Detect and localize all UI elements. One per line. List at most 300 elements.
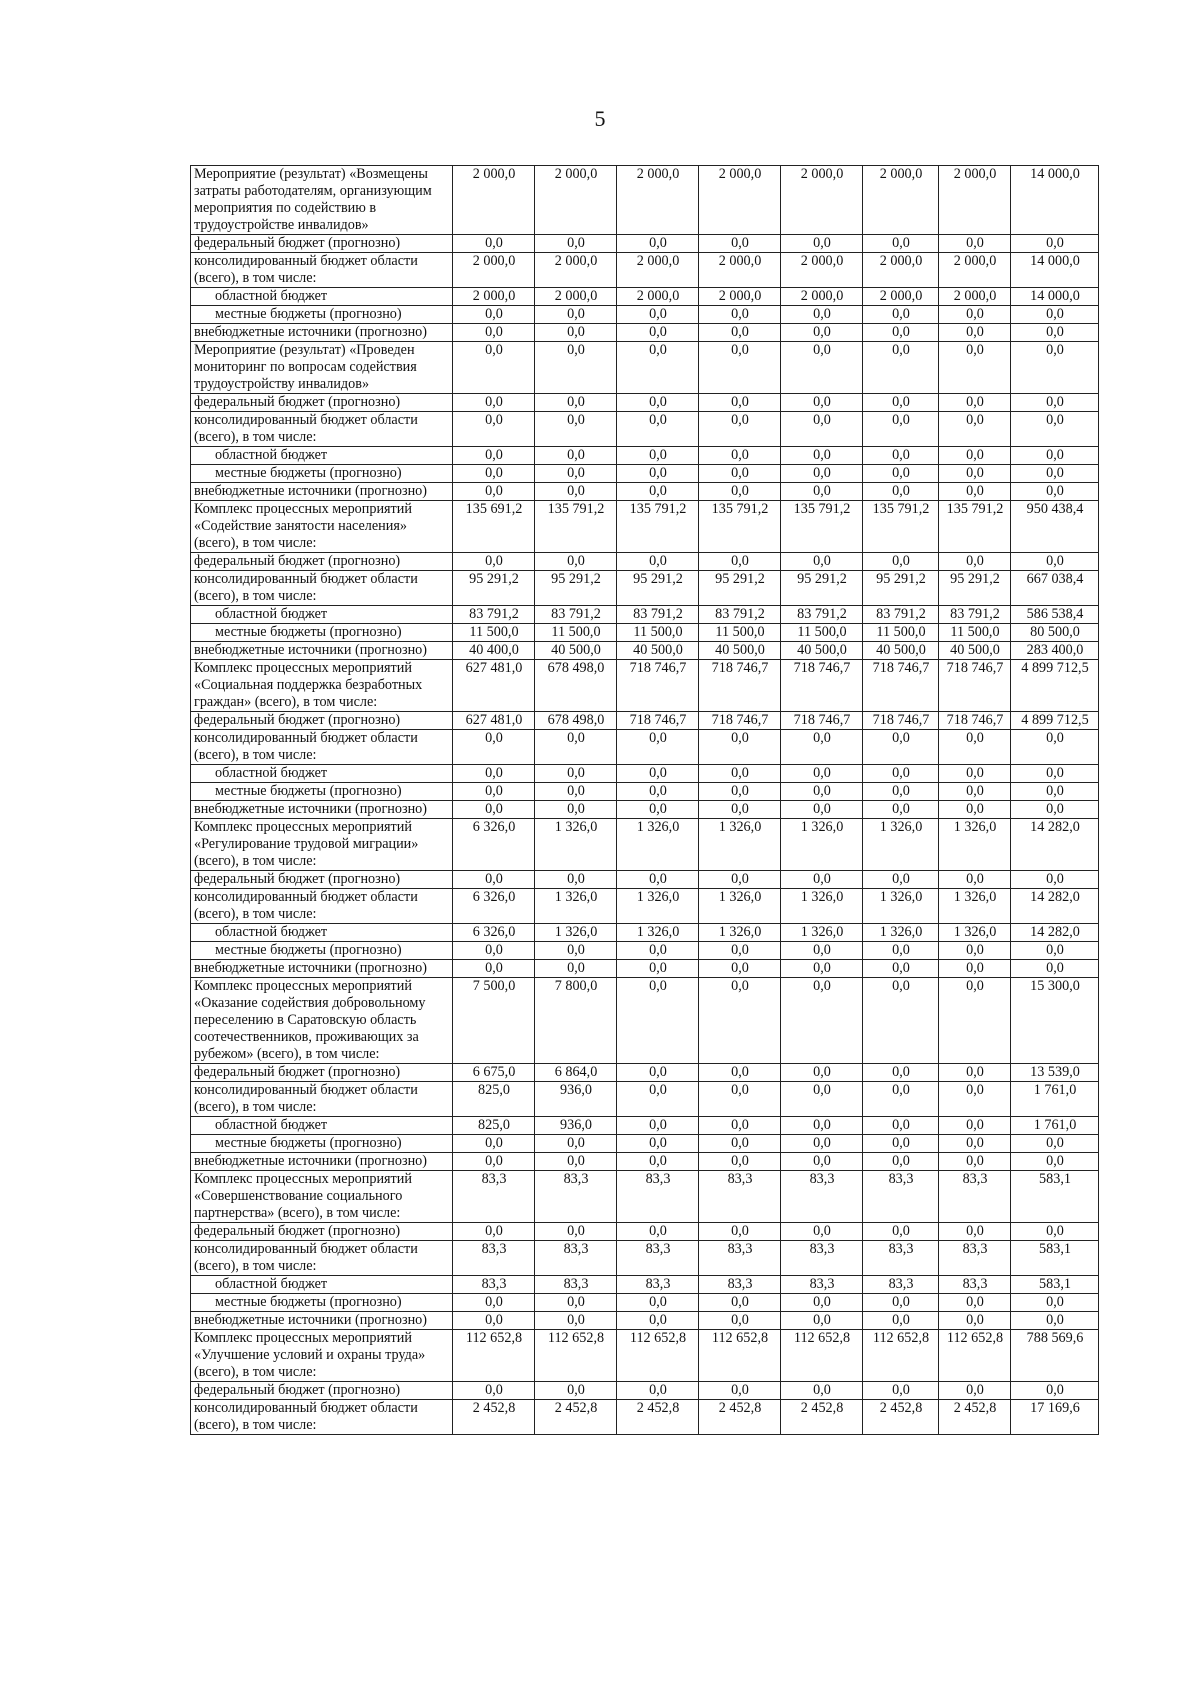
year-value-cell: 0,0 [699, 1382, 781, 1400]
row-label: местные бюджеты (прогнозно) [191, 306, 453, 324]
year-value-cell: 2 000,0 [535, 253, 617, 288]
table-row [191, 942, 1099, 960]
year-value-cell: 1 326,0 [863, 889, 939, 924]
year-value-cell: 0,0 [863, 465, 939, 483]
table-row [191, 412, 1099, 447]
year-value-cell: 718 746,7 [781, 712, 863, 730]
year-value-cell: 0,0 [453, 483, 535, 501]
year-value-cell: 0,0 [535, 447, 617, 465]
year-value-cell: 2 000,0 [453, 288, 535, 306]
year-value-cell: 0,0 [781, 1153, 863, 1171]
year-value-cell: 0,0 [939, 1382, 1011, 1400]
year-value-cell: 0,0 [535, 783, 617, 801]
row-label: областной бюджет [191, 447, 453, 465]
year-value-cell: 2 000,0 [939, 253, 1011, 288]
year-value-cell: 0,0 [453, 465, 535, 483]
year-value-cell: 2 000,0 [863, 166, 939, 235]
year-value-cell: 718 746,7 [617, 660, 699, 712]
table-row [191, 1064, 1099, 1082]
year-value-cell: 112 652,8 [863, 1330, 939, 1382]
year-value-cell: 135 791,2 [781, 501, 863, 553]
year-value-cell: 678 498,0 [535, 712, 617, 730]
table-row [191, 1294, 1099, 1312]
row-label: федеральный бюджет (прогнозно) [191, 394, 453, 412]
year-value-cell: 0,0 [617, 342, 699, 394]
table-row [191, 1171, 1099, 1223]
year-value-cell: 0,0 [617, 1312, 699, 1330]
total-value-cell: 0,0 [1011, 553, 1099, 571]
year-value-cell: 0,0 [939, 783, 1011, 801]
table-row [191, 1135, 1099, 1153]
year-value-cell: 0,0 [535, 1312, 617, 1330]
year-value-cell: 112 652,8 [781, 1330, 863, 1382]
year-value-cell: 0,0 [535, 871, 617, 889]
year-value-cell: 0,0 [863, 394, 939, 412]
row-label: местные бюджеты (прогнозно) [191, 624, 453, 642]
total-value-cell: 0,0 [1011, 306, 1099, 324]
table-row [191, 960, 1099, 978]
total-value-cell: 4 899 712,5 [1011, 660, 1099, 712]
year-value-cell: 0,0 [535, 1294, 617, 1312]
table-row [191, 1153, 1099, 1171]
table-row [191, 288, 1099, 306]
year-value-cell: 0,0 [939, 765, 1011, 783]
year-value-cell: 0,0 [617, 324, 699, 342]
year-value-cell: 718 746,7 [939, 712, 1011, 730]
year-value-cell: 0,0 [535, 483, 617, 501]
year-value-cell: 11 500,0 [863, 624, 939, 642]
year-value-cell: 1 326,0 [535, 924, 617, 942]
table-row [191, 1382, 1099, 1400]
year-value-cell: 936,0 [535, 1082, 617, 1117]
year-value-cell: 2 452,8 [535, 1400, 617, 1435]
year-value-cell: 1 326,0 [617, 819, 699, 871]
year-value-cell: 0,0 [699, 1153, 781, 1171]
year-value-cell: 2 452,8 [781, 1400, 863, 1435]
year-value-cell: 0,0 [699, 978, 781, 1064]
total-value-cell: 583,1 [1011, 1276, 1099, 1294]
year-value-cell: 2 000,0 [699, 288, 781, 306]
year-value-cell: 0,0 [453, 1382, 535, 1400]
year-value-cell: 2 000,0 [699, 166, 781, 235]
year-value-cell: 0,0 [781, 783, 863, 801]
year-value-cell: 95 291,2 [939, 571, 1011, 606]
table-row [191, 1330, 1099, 1382]
year-value-cell: 0,0 [781, 978, 863, 1064]
table-row [191, 571, 1099, 606]
year-value-cell: 0,0 [863, 1117, 939, 1135]
year-value-cell: 135 791,2 [939, 501, 1011, 553]
year-value-cell: 0,0 [939, 871, 1011, 889]
year-value-cell: 0,0 [453, 871, 535, 889]
year-value-cell: 2 000,0 [535, 166, 617, 235]
year-value-cell: 2 452,8 [863, 1400, 939, 1435]
year-value-cell: 2 000,0 [863, 253, 939, 288]
year-value-cell: 0,0 [781, 1223, 863, 1241]
year-value-cell: 2 000,0 [617, 166, 699, 235]
year-value-cell: 40 500,0 [699, 642, 781, 660]
year-value-cell: 0,0 [781, 342, 863, 394]
table-row [191, 324, 1099, 342]
row-label: консолидированный бюджет области (всего), в том числе: [191, 889, 453, 924]
year-value-cell: 0,0 [781, 553, 863, 571]
year-value-cell: 0,0 [699, 306, 781, 324]
year-value-cell: 83,3 [535, 1171, 617, 1223]
total-value-cell: 0,0 [1011, 1294, 1099, 1312]
year-value-cell: 83,3 [781, 1171, 863, 1223]
year-value-cell: 0,0 [617, 306, 699, 324]
year-value-cell: 0,0 [535, 235, 617, 253]
total-value-cell: 0,0 [1011, 447, 1099, 465]
row-label: внебюджетные источники (прогнозно) [191, 1312, 453, 1330]
year-value-cell: 95 291,2 [781, 571, 863, 606]
row-label: внебюджетные источники (прогнозно) [191, 801, 453, 819]
year-value-cell: 0,0 [453, 1294, 535, 1312]
year-value-cell: 1 326,0 [781, 889, 863, 924]
year-value-cell: 0,0 [699, 324, 781, 342]
year-value-cell: 0,0 [863, 342, 939, 394]
year-value-cell: 0,0 [863, 1223, 939, 1241]
year-value-cell: 0,0 [939, 342, 1011, 394]
year-value-cell: 0,0 [699, 447, 781, 465]
total-value-cell: 14 282,0 [1011, 819, 1099, 871]
year-value-cell: 40 500,0 [535, 642, 617, 660]
year-value-cell: 0,0 [939, 553, 1011, 571]
year-value-cell: 0,0 [617, 1153, 699, 1171]
row-label: Комплекс процессных мероприятий «Регулирование трудовой миграции» (всего), в том числе: [191, 819, 453, 871]
row-label: консолидированный бюджет области (всего), в том числе: [191, 571, 453, 606]
year-value-cell: 0,0 [453, 783, 535, 801]
row-label: федеральный бюджет (прогнозно) [191, 235, 453, 253]
year-value-cell: 0,0 [617, 1135, 699, 1153]
year-value-cell: 1 326,0 [535, 889, 617, 924]
year-value-cell: 2 000,0 [781, 166, 863, 235]
total-value-cell: 15 300,0 [1011, 978, 1099, 1064]
year-value-cell: 83 791,2 [939, 606, 1011, 624]
year-value-cell: 0,0 [939, 942, 1011, 960]
year-value-cell: 0,0 [453, 1312, 535, 1330]
year-value-cell: 0,0 [453, 1135, 535, 1153]
year-value-cell: 2 000,0 [453, 166, 535, 235]
year-value-cell: 0,0 [699, 871, 781, 889]
year-value-cell: 11 500,0 [617, 624, 699, 642]
year-value-cell: 83,3 [453, 1171, 535, 1223]
total-value-cell: 0,0 [1011, 483, 1099, 501]
year-value-cell: 0,0 [781, 1294, 863, 1312]
year-value-cell: 0,0 [535, 412, 617, 447]
year-value-cell: 0,0 [453, 730, 535, 765]
table-row [191, 1241, 1099, 1276]
year-value-cell: 718 746,7 [781, 660, 863, 712]
table-row [191, 819, 1099, 871]
year-value-cell: 11 500,0 [781, 624, 863, 642]
total-value-cell: 0,0 [1011, 871, 1099, 889]
total-value-cell: 0,0 [1011, 1223, 1099, 1241]
year-value-cell: 0,0 [939, 1135, 1011, 1153]
row-label: внебюджетные источники (прогнозно) [191, 642, 453, 660]
year-value-cell: 1 326,0 [939, 889, 1011, 924]
year-value-cell: 95 291,2 [535, 571, 617, 606]
table-body [191, 166, 1099, 1435]
year-value-cell: 0,0 [699, 394, 781, 412]
year-value-cell: 0,0 [781, 1312, 863, 1330]
year-value-cell: 83 791,2 [617, 606, 699, 624]
year-value-cell: 0,0 [617, 1064, 699, 1082]
row-label: федеральный бюджет (прогнозно) [191, 871, 453, 889]
total-value-cell: 0,0 [1011, 801, 1099, 819]
year-value-cell: 83,3 [863, 1276, 939, 1294]
year-value-cell: 0,0 [781, 730, 863, 765]
year-value-cell: 1 326,0 [699, 889, 781, 924]
year-value-cell: 11 500,0 [939, 624, 1011, 642]
year-value-cell: 0,0 [863, 1312, 939, 1330]
total-value-cell: 0,0 [1011, 394, 1099, 412]
year-value-cell: 112 652,8 [939, 1330, 1011, 1382]
row-label: областной бюджет [191, 1117, 453, 1135]
year-value-cell: 0,0 [617, 942, 699, 960]
year-value-cell: 0,0 [699, 730, 781, 765]
year-value-cell: 95 291,2 [699, 571, 781, 606]
year-value-cell: 0,0 [939, 960, 1011, 978]
year-value-cell: 0,0 [535, 730, 617, 765]
total-value-cell: 583,1 [1011, 1171, 1099, 1223]
year-value-cell: 678 498,0 [535, 660, 617, 712]
year-value-cell: 0,0 [863, 412, 939, 447]
year-value-cell: 0,0 [863, 324, 939, 342]
year-value-cell: 40 500,0 [781, 642, 863, 660]
year-value-cell: 0,0 [781, 465, 863, 483]
year-value-cell: 0,0 [617, 412, 699, 447]
year-value-cell: 112 652,8 [617, 1330, 699, 1382]
total-value-cell: 14 000,0 [1011, 253, 1099, 288]
total-value-cell: 14 000,0 [1011, 288, 1099, 306]
year-value-cell: 0,0 [617, 783, 699, 801]
year-value-cell: 0,0 [939, 447, 1011, 465]
total-value-cell: 1 761,0 [1011, 1082, 1099, 1117]
year-value-cell: 83,3 [617, 1276, 699, 1294]
year-value-cell: 0,0 [863, 765, 939, 783]
year-value-cell: 0,0 [617, 394, 699, 412]
year-value-cell: 40 500,0 [617, 642, 699, 660]
year-value-cell: 0,0 [781, 412, 863, 447]
total-value-cell: 667 038,4 [1011, 571, 1099, 606]
year-value-cell: 0,0 [781, 394, 863, 412]
year-value-cell: 0,0 [781, 235, 863, 253]
year-value-cell: 83,3 [617, 1171, 699, 1223]
year-value-cell: 0,0 [863, 1064, 939, 1082]
year-value-cell: 0,0 [699, 465, 781, 483]
year-value-cell: 0,0 [453, 1223, 535, 1241]
year-value-cell: 0,0 [617, 1082, 699, 1117]
year-value-cell: 0,0 [781, 801, 863, 819]
table-row [191, 1312, 1099, 1330]
row-label: областной бюджет [191, 288, 453, 306]
year-value-cell: 0,0 [699, 1312, 781, 1330]
year-value-cell: 0,0 [617, 978, 699, 1064]
row-label: Комплекс процессных мероприятий «Содействие занятости населения» (всего), в том числе: [191, 501, 453, 553]
year-value-cell: 0,0 [617, 483, 699, 501]
row-label: местные бюджеты (прогнозно) [191, 1294, 453, 1312]
year-value-cell: 0,0 [453, 765, 535, 783]
year-value-cell: 83,3 [939, 1276, 1011, 1294]
row-label: внебюджетные источники (прогнозно) [191, 483, 453, 501]
year-value-cell: 0,0 [453, 960, 535, 978]
table-row [191, 553, 1099, 571]
year-value-cell: 0,0 [939, 235, 1011, 253]
year-value-cell: 0,0 [781, 324, 863, 342]
year-value-cell: 7 800,0 [535, 978, 617, 1064]
year-value-cell: 83,3 [781, 1276, 863, 1294]
year-value-cell: 11 500,0 [453, 624, 535, 642]
year-value-cell: 825,0 [453, 1082, 535, 1117]
table-row [191, 765, 1099, 783]
year-value-cell: 2 000,0 [781, 288, 863, 306]
year-value-cell: 112 652,8 [699, 1330, 781, 1382]
year-value-cell: 0,0 [781, 1135, 863, 1153]
year-value-cell: 0,0 [939, 801, 1011, 819]
year-value-cell: 0,0 [863, 447, 939, 465]
year-value-cell: 2 000,0 [535, 288, 617, 306]
table-row [191, 253, 1099, 288]
row-label: консолидированный бюджет области (всего), в том числе: [191, 1400, 453, 1435]
year-value-cell: 0,0 [699, 1294, 781, 1312]
total-value-cell: 0,0 [1011, 342, 1099, 394]
year-value-cell: 112 652,8 [453, 1330, 535, 1382]
year-value-cell: 0,0 [699, 1223, 781, 1241]
year-value-cell: 0,0 [535, 324, 617, 342]
table-row [191, 166, 1099, 235]
year-value-cell: 0,0 [617, 765, 699, 783]
row-label: местные бюджеты (прогнозно) [191, 942, 453, 960]
year-value-cell: 0,0 [535, 342, 617, 394]
year-value-cell: 83 791,2 [781, 606, 863, 624]
row-label: федеральный бюджет (прогнозно) [191, 1382, 453, 1400]
year-value-cell: 83 791,2 [863, 606, 939, 624]
year-value-cell: 0,0 [699, 801, 781, 819]
table-row [191, 1276, 1099, 1294]
year-value-cell: 83,3 [939, 1171, 1011, 1223]
year-value-cell: 0,0 [863, 871, 939, 889]
total-value-cell: 1 761,0 [1011, 1117, 1099, 1135]
year-value-cell: 0,0 [939, 324, 1011, 342]
table-row [191, 978, 1099, 1064]
year-value-cell: 95 291,2 [863, 571, 939, 606]
year-value-cell: 718 746,7 [699, 660, 781, 712]
total-value-cell: 950 438,4 [1011, 501, 1099, 553]
year-value-cell: 83,3 [699, 1276, 781, 1294]
row-label: консолидированный бюджет области (всего), в том числе: [191, 730, 453, 765]
total-value-cell: 0,0 [1011, 1153, 1099, 1171]
year-value-cell: 627 481,0 [453, 660, 535, 712]
total-value-cell: 14 282,0 [1011, 889, 1099, 924]
year-value-cell: 2 000,0 [617, 288, 699, 306]
year-value-cell: 0,0 [939, 483, 1011, 501]
row-label: областной бюджет [191, 1276, 453, 1294]
row-label: Комплекс процессных мероприятий «Улучшение условий и охраны труда» (всего), в том числе: [191, 1330, 453, 1382]
table-row [191, 1082, 1099, 1117]
row-label: Мероприятие (результат) «Проведен мониторинг по вопросам содействия трудоустройству инвалидов» [191, 342, 453, 394]
year-value-cell: 0,0 [939, 978, 1011, 1064]
table-row [191, 783, 1099, 801]
year-value-cell: 6 326,0 [453, 924, 535, 942]
year-value-cell: 0,0 [617, 465, 699, 483]
year-value-cell: 0,0 [781, 1064, 863, 1082]
table-row [191, 1400, 1099, 1435]
year-value-cell: 83,3 [535, 1241, 617, 1276]
year-value-cell: 0,0 [939, 730, 1011, 765]
year-value-cell: 0,0 [939, 1312, 1011, 1330]
year-value-cell: 83 791,2 [699, 606, 781, 624]
year-value-cell: 83,3 [699, 1241, 781, 1276]
total-value-cell: 13 539,0 [1011, 1064, 1099, 1082]
year-value-cell: 11 500,0 [699, 624, 781, 642]
table-row [191, 730, 1099, 765]
year-value-cell: 0,0 [939, 1294, 1011, 1312]
table-row [191, 447, 1099, 465]
year-value-cell: 2 452,8 [699, 1400, 781, 1435]
total-value-cell: 14 282,0 [1011, 924, 1099, 942]
year-value-cell: 718 746,7 [863, 660, 939, 712]
total-value-cell: 0,0 [1011, 235, 1099, 253]
year-value-cell: 0,0 [617, 235, 699, 253]
year-value-cell: 0,0 [535, 1153, 617, 1171]
year-value-cell: 2 000,0 [781, 253, 863, 288]
year-value-cell: 0,0 [939, 1223, 1011, 1241]
year-value-cell: 40 500,0 [863, 642, 939, 660]
year-value-cell: 2 000,0 [863, 288, 939, 306]
page-number: 5 [594, 106, 606, 131]
year-value-cell: 0,0 [781, 960, 863, 978]
table-row [191, 1117, 1099, 1135]
year-value-cell: 0,0 [939, 1082, 1011, 1117]
year-value-cell: 0,0 [453, 324, 535, 342]
year-value-cell: 0,0 [699, 235, 781, 253]
year-value-cell: 2 000,0 [617, 253, 699, 288]
year-value-cell: 135 791,2 [617, 501, 699, 553]
row-label: местные бюджеты (прогнозно) [191, 783, 453, 801]
row-label: консолидированный бюджет области (всего), в том числе: [191, 253, 453, 288]
row-label: федеральный бюджет (прогнозно) [191, 1064, 453, 1082]
year-value-cell: 0,0 [453, 1153, 535, 1171]
year-value-cell: 0,0 [863, 1382, 939, 1400]
year-value-cell: 0,0 [781, 871, 863, 889]
table-row [191, 342, 1099, 394]
budget-table [190, 165, 1099, 1435]
year-value-cell: 0,0 [535, 1223, 617, 1241]
row-label: областной бюджет [191, 924, 453, 942]
year-value-cell: 0,0 [617, 553, 699, 571]
year-value-cell: 83,3 [453, 1276, 535, 1294]
year-value-cell: 0,0 [535, 1382, 617, 1400]
year-value-cell: 718 746,7 [939, 660, 1011, 712]
year-value-cell: 0,0 [781, 942, 863, 960]
table-row [191, 642, 1099, 660]
year-value-cell: 2 452,8 [617, 1400, 699, 1435]
table-row [191, 306, 1099, 324]
year-value-cell: 0,0 [699, 553, 781, 571]
year-value-cell: 0,0 [939, 412, 1011, 447]
year-value-cell: 83 791,2 [453, 606, 535, 624]
year-value-cell: 0,0 [535, 960, 617, 978]
year-value-cell: 0,0 [939, 465, 1011, 483]
year-value-cell: 0,0 [699, 1064, 781, 1082]
year-value-cell: 0,0 [781, 1382, 863, 1400]
row-label: федеральный бюджет (прогнозно) [191, 1223, 453, 1241]
row-label: Комплекс процессных мероприятий «Совершенствование социального партнерства» (всего), в том числе: [191, 1171, 453, 1223]
year-value-cell: 0,0 [939, 1153, 1011, 1171]
total-value-cell: 283 400,0 [1011, 642, 1099, 660]
year-value-cell: 0,0 [699, 783, 781, 801]
